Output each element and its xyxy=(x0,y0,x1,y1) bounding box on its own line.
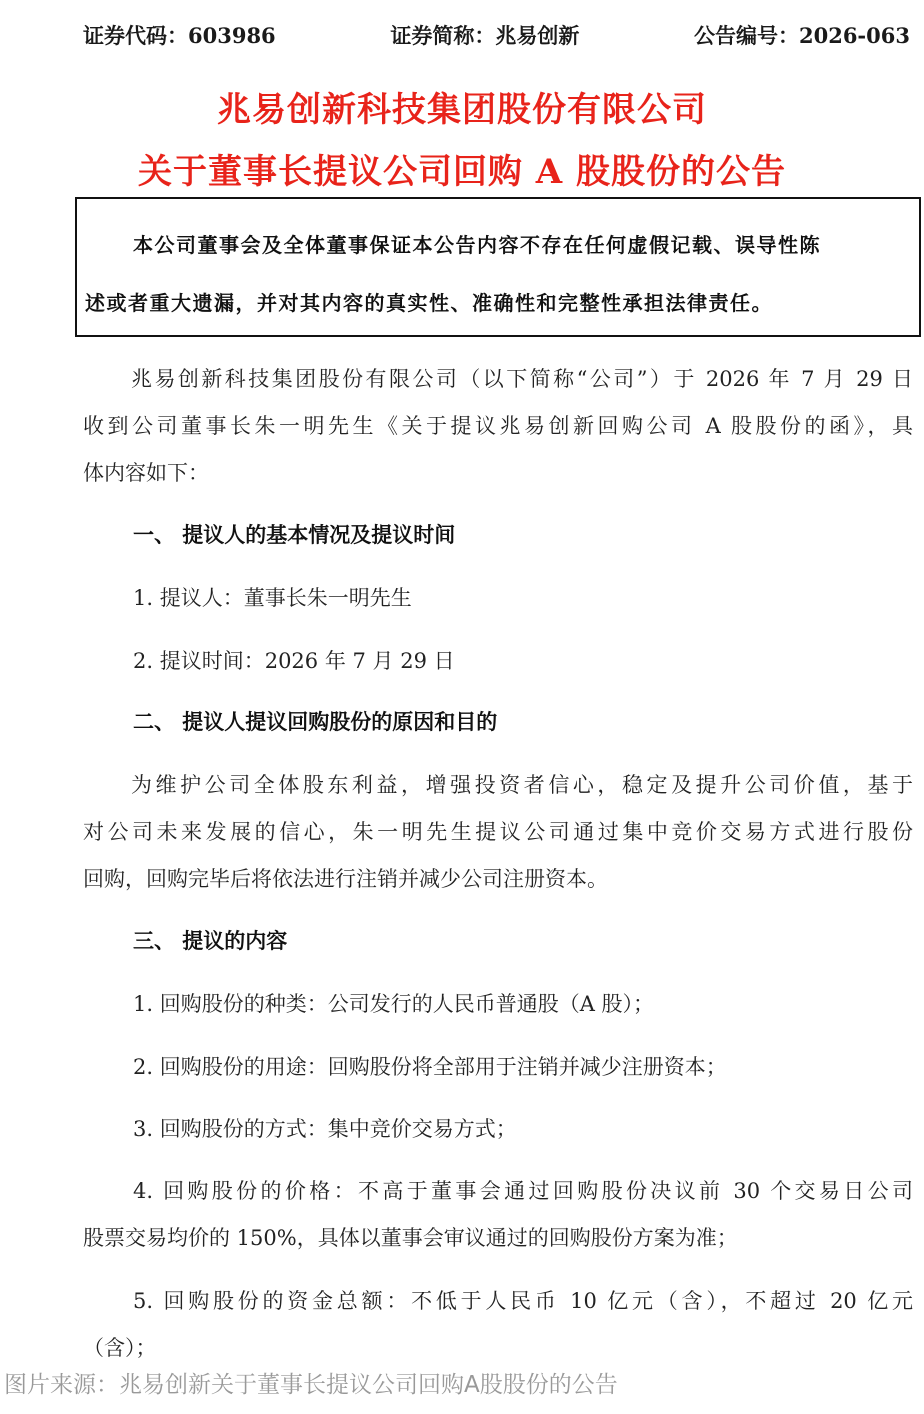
section-3-heading: 三、 提议的内容 xyxy=(133,928,288,953)
section-3-item-4-line-1: 4. 回购股份的价格：不高于董事会通过回购股份决议前 30 个交易日公司 xyxy=(133,1179,913,1203)
guarantee-text-line-2: 述或者重大遗漏，并对其内容的真实性、准确性和完整性承担法律责任。 xyxy=(85,291,773,315)
document-title-subject: 关于董事长提议公司回购 A 股股份的公告 xyxy=(137,152,787,192)
stock-code: 证券代码：603986 xyxy=(83,23,276,48)
section-3-item-5-line-1: 5. 回购股份的资金总额：不低于人民币 10 亿元（含），不超过 20 亿元 xyxy=(133,1289,913,1313)
image-source-caption: 图片来源：兆易创新关于董事长提议公司回购A股股份的公告 xyxy=(4,1372,618,1398)
section-3-item-4-line-2: 股票交易均价的 150%，具体以董事会审议通过的回购股份方案为准； xyxy=(83,1226,738,1250)
document-header xyxy=(83,18,910,52)
section-1-item-2: 2. 提议时间：2026 年 7 月 29 日 xyxy=(133,649,455,673)
intro-line-2: 收到公司董事长朱一明先生《关于提议兆易创新回购公司 A 股股份的函》，具 xyxy=(83,414,913,438)
section-1-item-1: 1. 提议人：董事长朱一明先生 xyxy=(133,586,412,610)
guarantee-text-line-1: 本公司董事会及全体董事保证本公告内容不存在任何虚假记载、误导性陈 xyxy=(133,233,821,257)
section-1-heading: 一、 提议人的基本情况及提议时间 xyxy=(133,522,456,547)
intro-line-1: 兆易创新科技集团股份有限公司（以下简称“公司”）于 2026 年 7 月 29 日 xyxy=(131,367,913,391)
section-2-line-2: 对公司未来发展的信心，朱一明先生提议公司通过集中竞价交易方式进行股份 xyxy=(83,820,913,844)
section-3-item-1: 1. 回购股份的种类：公司发行的人民币普通股（A 股）； xyxy=(133,992,655,1016)
intro-line-3: 体内容如下： xyxy=(83,461,209,485)
section-2-line-3: 回购，回购完毕后将依法进行注销并减少公司注册资本。 xyxy=(83,867,608,891)
notice-number: 公告编号：2026-063 xyxy=(693,23,910,48)
document-title-company: 兆易创新科技集团股份有限公司 xyxy=(217,90,707,130)
stock-short-name: 证券简称：兆易创新 xyxy=(390,23,580,48)
section-3-item-3: 3. 回购股份的方式：集中竞价交易方式； xyxy=(133,1117,517,1141)
section-2-line-1: 为维护公司全体股东利益，增强投资者信心，稳定及提升公司价值，基于 xyxy=(131,773,913,797)
section-2-heading: 二、 提议人提议回购股份的原因和目的 xyxy=(133,709,498,734)
board-guarantee-box xyxy=(75,197,921,337)
section-3-item-5-line-2: （含）； xyxy=(83,1336,157,1360)
section-3-item-2: 2. 回购股份的用途：回购股份将全部用于注销并减少注册资本； xyxy=(133,1055,727,1079)
